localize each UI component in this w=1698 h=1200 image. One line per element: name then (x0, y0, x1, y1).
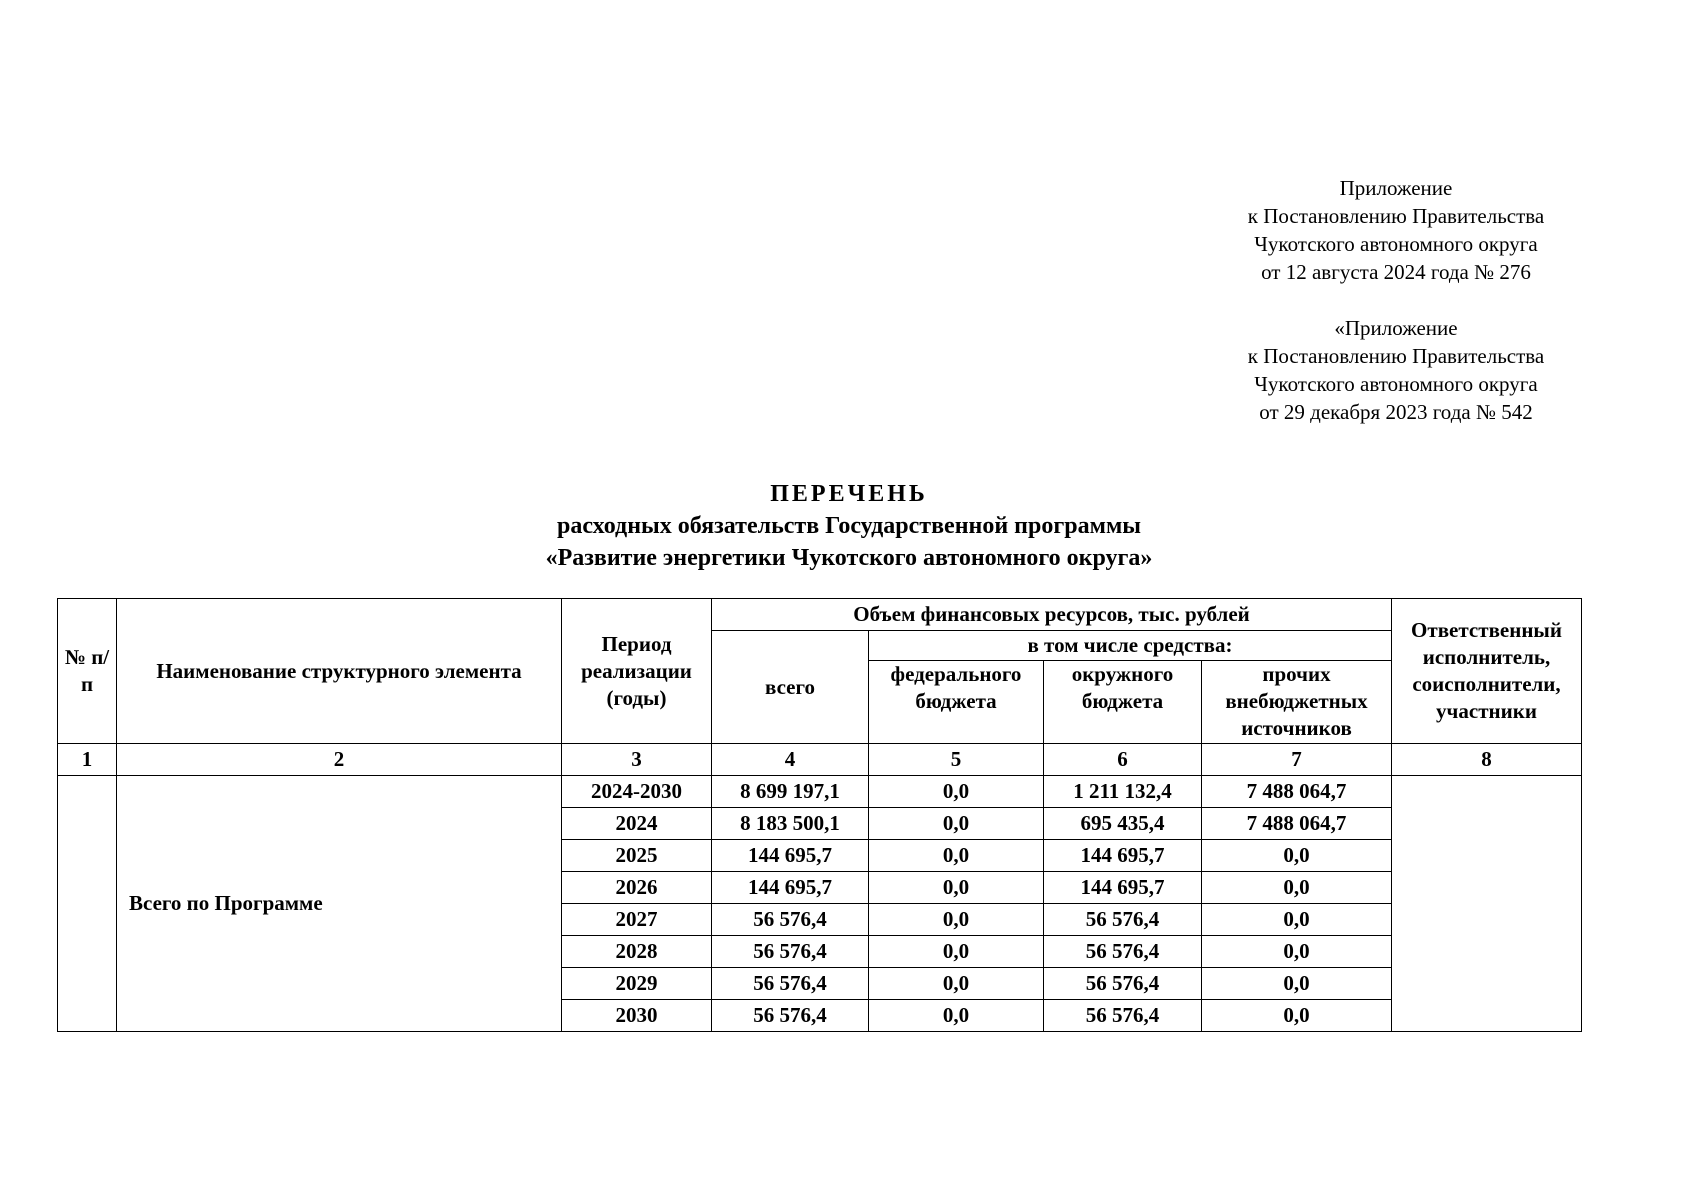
appendix-previous-line1: «Приложение (1334, 316, 1458, 340)
document-heading (0, 478, 1698, 574)
total-cell: 8 699 197,1 (712, 776, 869, 808)
period-cell: 2027 (562, 904, 712, 936)
appendix-previous-line4: от 29 декабря 2023 года № 542 (1259, 400, 1533, 424)
header-name: Наименование структурного элемента (117, 599, 562, 744)
district-cell: 144 695,7 (1044, 840, 1202, 872)
total-cell: 56 576,4 (712, 1000, 869, 1032)
district-cell: 56 576,4 (1044, 968, 1202, 1000)
period-cell: 2024-2030 (562, 776, 712, 808)
period-cell: 2028 (562, 936, 712, 968)
period-cell: 2025 (562, 840, 712, 872)
group-label: Всего по Программе (117, 776, 562, 1032)
federal-cell: 0,0 (869, 872, 1044, 904)
federal-cell: 0,0 (869, 776, 1044, 808)
appendix-block (1215, 174, 1577, 426)
federal-cell: 0,0 (869, 808, 1044, 840)
period-cell: 2024 (562, 808, 712, 840)
appendix-previous-line3: Чукотского автономного округа (1254, 372, 1538, 396)
federal-cell: 0,0 (869, 968, 1044, 1000)
table-row (58, 776, 1582, 808)
program-name: «Развитие энергетики Чукотского автономного округа» (545, 545, 1153, 571)
column-number: 5 (869, 744, 1044, 776)
appendix-previous-line2: к Постановлению Правительства (1247, 344, 1545, 368)
column-number: 3 (562, 744, 712, 776)
district-cell: 56 576,4 (1044, 936, 1202, 968)
responsible-cell (1392, 776, 1582, 1032)
column-number: 7 (1202, 744, 1392, 776)
column-number: 1 (58, 744, 117, 776)
other-cell: 0,0 (1202, 872, 1392, 904)
total-cell: 56 576,4 (712, 936, 869, 968)
appendix-current-line3: Чукотского автономного округа (1254, 232, 1538, 256)
other-cell: 0,0 (1202, 904, 1392, 936)
other-cell: 0,0 (1202, 1000, 1392, 1032)
federal-cell: 0,0 (869, 1000, 1044, 1032)
document-subtitle: расходных обязательств Государственной программы (556, 513, 1142, 539)
header-total: всего (712, 631, 869, 744)
appendix-current-line4: от 12 августа 2024 года № 276 (1261, 260, 1531, 284)
district-cell: 695 435,4 (1044, 808, 1202, 840)
header-volume: Объем финансовых ресурсов, тыс. рублей (712, 599, 1392, 631)
header-responsible: Ответственный исполнитель, соисполнители, участники (1392, 599, 1582, 744)
period-cell: 2030 (562, 1000, 712, 1032)
appendix-current-line1: Приложение (1339, 176, 1453, 200)
header-period: Период реализации (годы) (562, 599, 712, 744)
other-cell: 7 488 064,7 (1202, 776, 1392, 808)
header-no: № п/п (58, 599, 117, 744)
total-cell: 144 695,7 (712, 840, 869, 872)
total-cell: 56 576,4 (712, 968, 869, 1000)
header-district: окружного бюджета (1044, 661, 1202, 744)
other-cell: 0,0 (1202, 968, 1392, 1000)
column-number: 4 (712, 744, 869, 776)
header-federal: федерального бюджета (869, 661, 1044, 744)
header-other: прочих внебюджетных источников (1202, 661, 1392, 744)
row-number-cell (58, 776, 117, 1032)
column-numbers-row (58, 744, 1582, 776)
other-cell: 0,0 (1202, 840, 1392, 872)
column-number: 8 (1392, 744, 1582, 776)
total-cell: 8 183 500,1 (712, 808, 869, 840)
expenditure-table (57, 598, 1582, 1032)
total-cell: 144 695,7 (712, 872, 869, 904)
header-including: в том числе средства: (869, 631, 1392, 661)
other-cell: 0,0 (1202, 936, 1392, 968)
column-number: 2 (117, 744, 562, 776)
total-cell: 56 576,4 (712, 904, 869, 936)
district-cell: 144 695,7 (1044, 872, 1202, 904)
district-cell: 56 576,4 (1044, 1000, 1202, 1032)
federal-cell: 0,0 (869, 904, 1044, 936)
other-cell: 7 488 064,7 (1202, 808, 1392, 840)
period-cell: 2026 (562, 872, 712, 904)
district-cell: 1 211 132,4 (1044, 776, 1202, 808)
federal-cell: 0,0 (869, 936, 1044, 968)
document-title: ПЕРЕЧЕНЬ (770, 481, 928, 507)
district-cell: 56 576,4 (1044, 904, 1202, 936)
column-number: 6 (1044, 744, 1202, 776)
appendix-current-line2: к Постановлению Правительства (1247, 204, 1545, 228)
federal-cell: 0,0 (869, 840, 1044, 872)
appendix-spacer (1215, 286, 1577, 314)
period-cell: 2029 (562, 968, 712, 1000)
